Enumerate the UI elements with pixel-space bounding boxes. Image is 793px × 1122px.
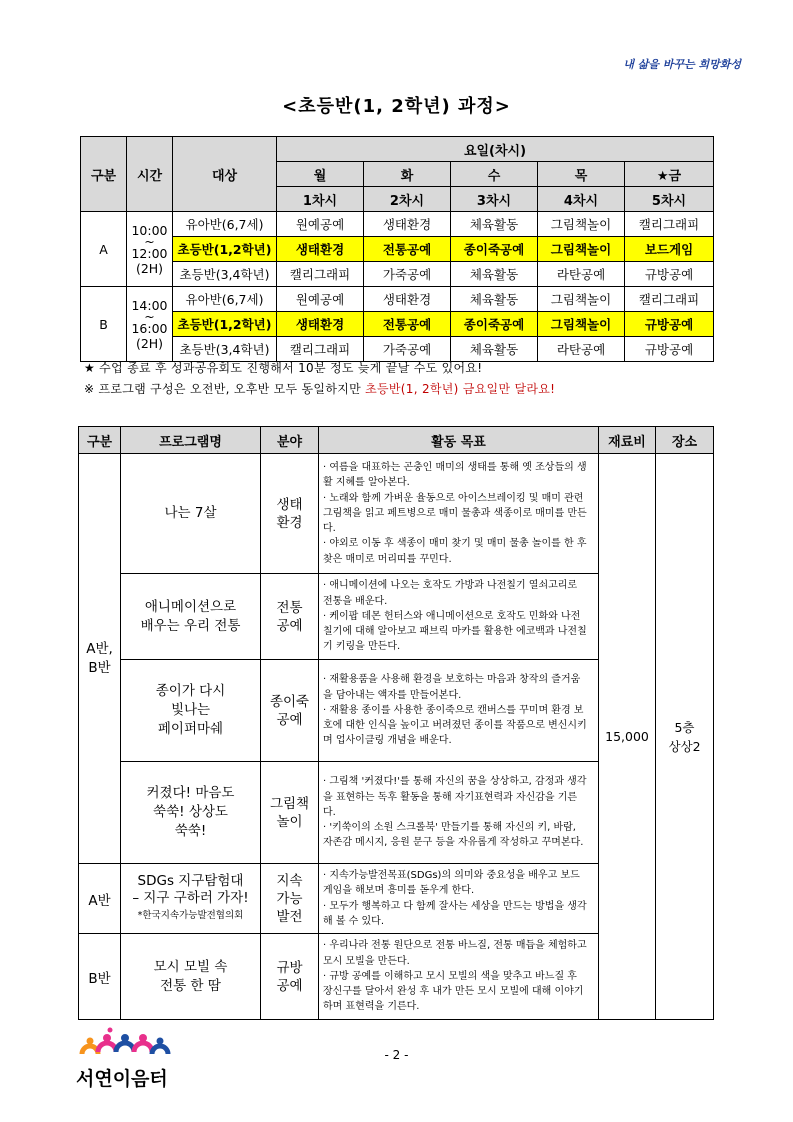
goal-item: · 지속가능발전목표(SDGs)의 의미와 중요성을 배우고 보드게임을 해보며 흥미를 돋우게 한다. [323,870,580,897]
group-b-time-tilde: ~ [144,308,155,324]
table-cell: 캘리그래피 [625,212,714,237]
goal-item: · 우리나라 전통 원단으로 전통 바느질, 전통 매듭을 체험하고 모시 모빌을 만든다. [323,940,587,967]
table-cell: 체육활동 [451,337,538,362]
program-group-a: A반 [79,864,121,934]
note-prefix: ※ 프로그램 구성은 오전반, 오후반 모두 동일하지만 [84,382,366,396]
table-cell: 라탄공예 [538,337,625,362]
table-cell: 가죽공예 [364,337,451,362]
program-field [261,864,319,934]
name-line: 모시 모빌 속 [153,958,228,975]
name-line: 빛나는 [170,702,211,718]
table-cell: 캘리그래피 [625,287,714,312]
program-name [121,934,261,1020]
group-a-time-tilde: ~ [144,233,155,249]
schedule-header-gubun: 구분 [81,137,127,212]
logo-text: 서연이음터 [76,1068,168,1090]
program-group-b: B반 [79,934,121,1020]
program-field [261,762,319,864]
goal-item: · 애니메이션에 나오는 호작도 가방과 나전칠기 열쇠고리로 전통을 배운다. [323,580,578,607]
group-b-time-end: 16:00 [131,320,168,336]
field-line: 규방 [276,959,303,976]
schedule-header-target: 대상 [173,137,277,212]
program-name [121,660,261,762]
field-line: 생태 [276,496,303,513]
goal-item: · 모두가 행복하고 다 함께 잘사는 세상을 만드는 방법을 생각해 볼 수 있다. [323,900,587,927]
session-4: 4차시 [538,187,625,212]
group-b-label: B [81,287,127,362]
field-line: 공예 [276,617,303,634]
name-line: – 지구 구하러 가자! [132,890,249,906]
table-cell: 원예공예 [277,287,364,312]
table-cell: 그림책놀이 [538,212,625,237]
day-mon: 월 [277,162,364,187]
table-cell: 생태환경 [364,287,451,312]
field-line: 그림책 [269,795,310,812]
group-a-label: A [81,212,127,287]
program-header-name: 프로그램명 [121,427,261,454]
day-wed: 수 [451,162,538,187]
table-cell: 캘리그래피 [277,262,364,287]
field-line: 지속 [276,872,303,889]
day-fri: ★금 [625,162,714,187]
session-3: 3차시 [451,187,538,212]
note-highlight-red: 초등반(1, 2학년) 금요일만 달라요! [365,382,556,396]
table-cell-target-highlight: 초등반(1,2학년) [173,312,277,337]
program-goal [319,864,599,934]
table-cell-highlight: 보드게임 [625,237,714,262]
name-line: SDGs 지구탐험대 [137,873,244,889]
goal-item: · '키쑥이의 소원 스크롤북' 만들기를 통해 자신의 키, 바람, 자존감 메시지, 응원 문구 등을 자유롭게 작성하고 꾸며본다. [323,822,584,849]
name-line: 애니메이션으로 [144,598,237,615]
place-line: 5층 [674,719,695,735]
day-tue: 화 [364,162,451,187]
table-cell-target: 유아반(6,7세) [173,287,277,312]
schedule-table [80,136,714,362]
session-1: 1차시 [277,187,364,212]
goal-item: · 규방 공예를 이해하고 모시 모빌의 색을 맞추고 바느질 후 장신구를 달아서 완성 후 내가 만든 모시 모빌에 대해 이야기하며 표현력을 기른다. [323,970,584,1013]
session-2: 2차시 [364,187,451,212]
program-header-field: 분야 [261,427,319,454]
group-a-time [127,212,173,287]
group-a-time-end: 12:00 [131,245,168,261]
note-program-composition [84,379,555,400]
note-end-time: ★ 수업 종료 후 성과공유회도 진행해서 10분 정도 늦게 끝날 수도 있어요! [84,361,483,375]
program-table [78,426,714,1020]
program-group-ab [79,454,121,864]
program-fee: 15,000 [599,454,656,1020]
table-cell: 캘리그래피 [277,337,364,362]
schedule-header-time: 시간 [127,137,173,212]
program-field [261,574,319,660]
goal-item: · 재활용 종이를 사용한 종이죽으로 캔버스를 꾸미며 환경 보호에 대한 인식을 높이고 버려졌던 종이를 작품으로 변신시키며 업사이클링 개념을 배운다. [323,704,587,747]
group-a-time-start: 10:00 [131,222,168,238]
group-a-duration: (2H) [135,260,164,276]
table-cell-highlight: 규방공예 [625,312,714,337]
name-line: 페이퍼마쉐 [157,721,224,737]
program-goal [319,762,599,864]
program-group-ab-label: A반, B반 [86,640,113,676]
day-thu: 목 [538,162,625,187]
schedule-header-yoil: 요일(차시) [277,137,714,162]
field-line: 발전 [276,908,303,925]
program-header-place: 장소 [656,427,714,454]
program-goal [319,934,599,1020]
program-field [261,660,319,762]
page-title: <초등반(1, 2학년) 과정> [282,96,511,117]
name-line: 쑥쑥! 상상도 [153,804,228,820]
goal-item: · 여름을 대표하는 곤충인 매미의 생태를 통해 옛 조상들의 생활 지혜를 알아본다. [323,462,587,489]
group-b-duration: (2H) [135,335,164,351]
program-name [121,762,261,864]
table-cell: 생태환경 [364,212,451,237]
slogan-text: 내 삶을 바꾸는 희망화성 [623,58,741,71]
table-cell: 라탄공예 [538,262,625,287]
table-cell-target-highlight: 초등반(1,2학년) [173,237,277,262]
field-line: 종이죽 [269,693,310,710]
table-cell: 규방공예 [625,262,714,287]
schedule-notes [84,358,555,400]
program-goal [319,574,599,660]
goal-item: · 그림책 '커졌다!'를 통해 자신의 꿈을 상상하고, 감정과 생각을 표현하는 독후 활동을 통해 자기표현력과 자신감을 기른다. [323,776,587,818]
name-line: 종이가 다시 [155,683,226,699]
program-name [121,864,261,934]
table-cell: 가죽공예 [364,262,451,287]
table-cell-highlight: 그림책놀이 [538,237,625,262]
table-cell-highlight: 생태환경 [277,312,364,337]
table-cell: 원예공예 [277,212,364,237]
goal-item: · 야외로 이동 후 색종이 매미 찾기 및 매미 물총 놀이를 한 후 찾은 매미로 머리띠를 꾸민다. [323,538,587,565]
name-line: 배우는 우리 전통 [140,617,241,634]
program-header-gubun: 구분 [79,427,121,454]
program-place [656,454,714,1020]
group-b-time [127,287,173,362]
table-cell-highlight: 그림책놀이 [538,312,625,337]
table-cell: 체육활동 [451,262,538,287]
field-line: 전통 [276,599,303,616]
name-line-small: *한국지속가능발전협의회 [137,910,244,921]
table-cell-target: 초등반(3,4학년) [173,262,277,287]
table-cell-highlight: 종이죽공예 [451,237,538,262]
name-line: 쑥쑥! [174,823,207,839]
goal-item: · 노래와 함께 가벼운 율동으로 아이스브레이킹 및 매미 관련 그림책을 읽고 페트병으로 매미 물총과 색종이로 매미를 만든다. [323,492,587,535]
table-cell: 체육활동 [451,212,538,237]
program-goal [319,660,599,762]
field-line: 환경 [276,514,303,531]
table-cell-highlight: 전통공예 [364,312,451,337]
program-header-goal: 활동 목표 [319,427,599,454]
program-name: 나는 7살 [121,454,261,574]
table-cell-target: 초등반(3,4학년) [173,337,277,362]
table-cell-highlight: 전통공예 [364,237,451,262]
goal-item: · 재활용품을 사용해 환경을 보호하는 마음과 창작의 즐거움을 담아내는 액자를 만들어본다. [323,674,581,701]
field-line: 공예 [276,711,303,728]
page-number: - 2 - [384,1048,409,1062]
program-field [261,934,319,1020]
group-b-time-start: 14:00 [131,297,168,313]
table-cell-highlight: 생태환경 [277,237,364,262]
session-5: 5차시 [625,187,714,212]
name-line: 커졌다! 마음도 [146,785,235,801]
program-field [261,454,319,574]
goal-item: · 케이팝 데몬 헌터스와 애니메이션으로 호작도 민화와 나전칠기에 대해 알아보고 패브릭 마카를 활용한 에코백과 나전칠기 키링을 만든다. [323,610,587,653]
program-header-fee: 재료비 [599,427,656,454]
name-line: 전통 한 땀 [160,977,221,994]
table-cell-target: 유아반(6,7세) [173,212,277,237]
table-cell-highlight: 종이죽공예 [451,312,538,337]
field-line: 공예 [276,977,303,994]
program-name [121,574,261,660]
table-cell: 그림책놀이 [538,287,625,312]
place-line: 상상2 [668,738,701,754]
table-cell: 체육활동 [451,287,538,312]
table-cell: 규방공예 [625,337,714,362]
field-line: 놀이 [276,813,303,830]
program-goal [319,454,599,574]
field-line: 가능 [276,890,303,907]
